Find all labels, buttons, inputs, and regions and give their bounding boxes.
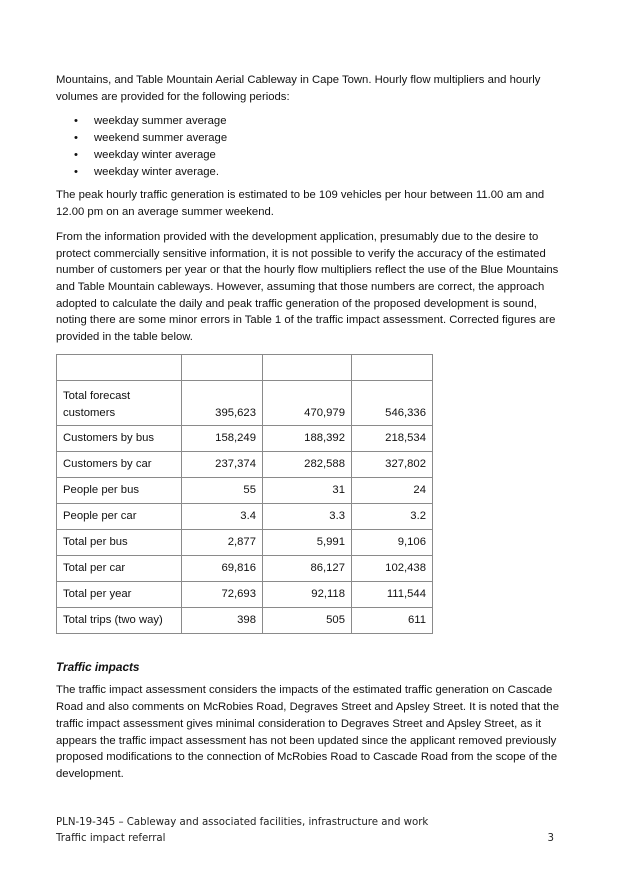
list-item: • weekend summer average [56, 130, 568, 147]
table-cell: 282,588 [263, 451, 352, 477]
table-cell-label: Total forecast customers [57, 380, 182, 425]
table-cell: 237,374 [182, 451, 263, 477]
table-cell: 505 [263, 607, 352, 633]
section-heading: Traffic impacts [56, 659, 140, 674]
table-cell: 395,623 [182, 380, 263, 425]
table-cell: 2,877 [182, 529, 263, 555]
table-cell: 158,249 [182, 425, 263, 451]
intro-paragraph: Mountains, and Table Mountain Aerial Cableway in Cape Town. Hourly flow multipliers and hourly volumes are provided for the following periods: [56, 74, 541, 103]
table-cell: 398 [182, 607, 263, 633]
page-body [56, 72, 568, 791]
list-item: • weekday winter average. [56, 164, 568, 181]
page-footer [56, 815, 554, 846]
list-item: • weekday winter average [56, 147, 568, 164]
table-header-cell [182, 354, 263, 380]
table-cell: 9,106 [352, 529, 433, 555]
table-cell-label: Customers by bus [57, 425, 182, 451]
table-cell: 3.2 [352, 503, 433, 529]
traffic-table [56, 354, 433, 634]
table-cell: 69,816 [182, 555, 263, 581]
table-cell-label: People per car [57, 503, 182, 529]
table-cell: 611 [352, 607, 433, 633]
page-number: 3 [547, 832, 554, 844]
footer-subtitle: Traffic impact referral [56, 832, 166, 844]
table-cell-label: Total per bus [57, 529, 182, 555]
footer-title: PLN-19-345 – Cableway and associated facilities, infrastructure and work [56, 817, 429, 828]
table-cell: 72,693 [182, 581, 263, 607]
table-cell-label: Total trips (two way) [57, 607, 182, 633]
table-cell: 92,118 [263, 581, 352, 607]
table-row [57, 503, 433, 529]
table-header-cell [352, 354, 433, 380]
table-cell: 5,991 [263, 529, 352, 555]
table-cell-label: People per bus [57, 477, 182, 503]
table-cell: 24 [352, 477, 433, 503]
table-row [57, 425, 433, 451]
table-row [57, 607, 433, 633]
periods-list [56, 113, 568, 181]
table-cell: 327,802 [352, 451, 433, 477]
table-cell: 86,127 [263, 555, 352, 581]
table-cell: 3.4 [182, 503, 263, 529]
table-cell: 3.3 [263, 503, 352, 529]
table-header-cell [263, 354, 352, 380]
table-row [57, 529, 433, 555]
table-row [57, 581, 433, 607]
impacts-paragraph: The traffic impact assessment considers the impacts of the estimated traffic generation on Cascade Road and also comments on McRobies Road, Degraves Street and Apsley Street. It is noted that the traffic impact assessment gives minimal consideration to Degraves Street and Apsley Street, as it appears the traffic impact assessment has not been updated since the applicant removed previously proposed modifications to the connection of McRobies Road to Cascade Road from the scope of the development. [56, 684, 559, 780]
peak-paragraph: The peak hourly traffic generation is estimated to be 109 vehicles per hour between 11.00 am and 12.00 pm on an average summer weekend. [56, 189, 545, 219]
table-cell-label: Total per year [57, 581, 182, 607]
table-header-row [57, 354, 433, 380]
table-cell: 55 [182, 477, 263, 503]
table-cell: 31 [263, 477, 352, 503]
list-item: • weekday summer average [56, 113, 568, 130]
table-cell: 102,438 [352, 555, 433, 581]
analysis-paragraph: From the information provided with the development application, presumably due to the desire to protect commercially sensitive information, it is not possible to verify the accuracy of the estimated number of customers per year or that the hourly flow multipliers reflect the use of the Blue Mountains and Table Mountain cableways. However, assuming that those numbers are correct, the approach adopted to calculate the daily and peak traffic generation of the proposed development is sound, noting there are some minor errors in Table 1 of the traffic impact assessment. Corrected figures are provided in the table below. [56, 230, 559, 344]
table-row [57, 477, 433, 503]
table-row [57, 555, 433, 581]
table-header-cell [57, 354, 182, 380]
table-row [57, 451, 433, 477]
table-row [57, 380, 433, 425]
table-cell: 111,544 [352, 581, 433, 607]
table-cell: 218,534 [352, 425, 433, 451]
table-cell: 546,336 [352, 380, 433, 425]
table-cell-label: Total per car [57, 555, 182, 581]
table-cell-label: Customers by car [57, 451, 182, 477]
table-cell: 470,979 [263, 380, 352, 425]
table-cell: 188,392 [263, 425, 352, 451]
